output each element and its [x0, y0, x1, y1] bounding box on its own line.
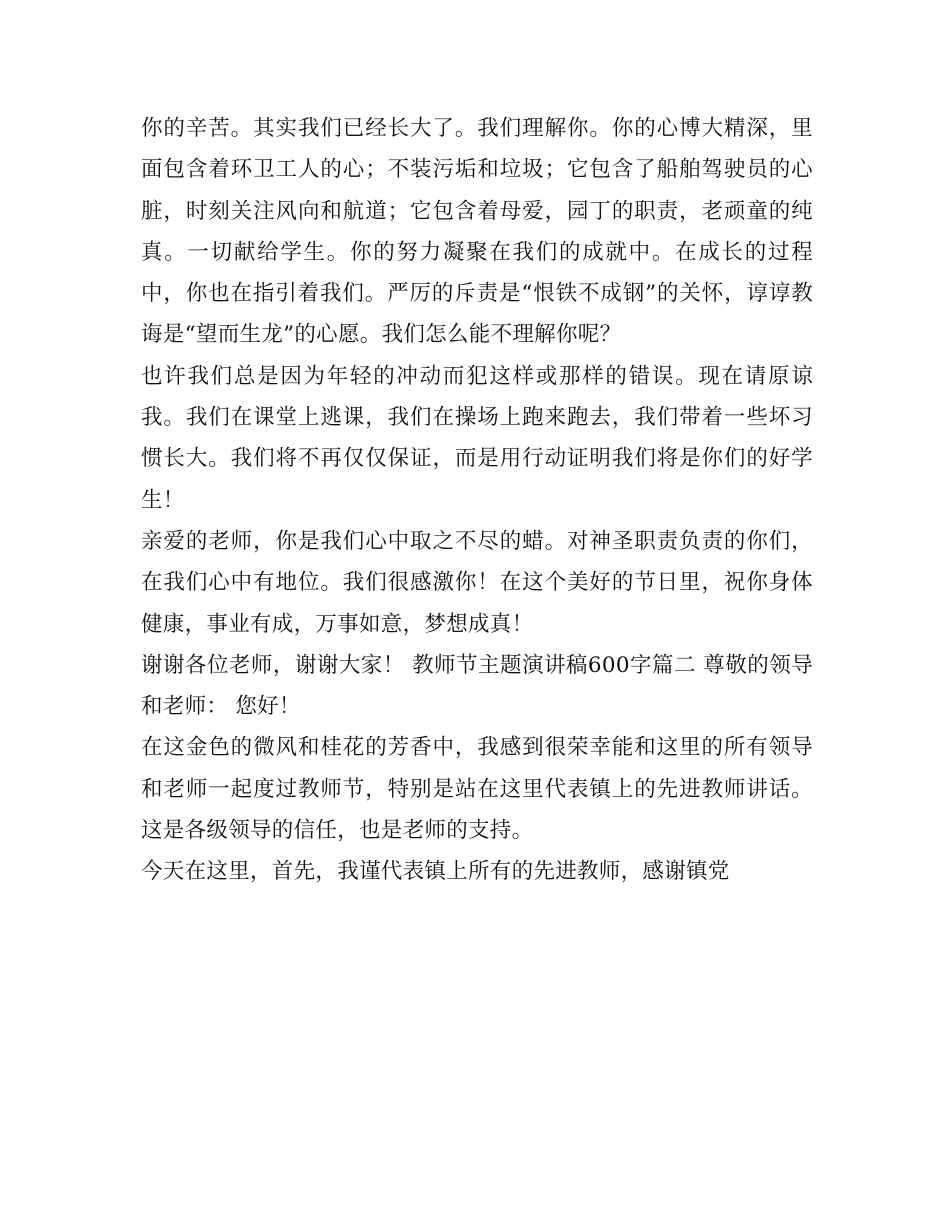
document-body	[141, 108, 813, 893]
paragraph-3: 亲爱的老师，你是我们心中取之不尽的蜡。对神圣职责负责的你们，在我们心中有地位。我们很感激你！在这个美好的节日里，祝你身体健康，事业有成，万事如意，梦想成真！	[141, 528, 813, 637]
paragraph-4: 谢谢各位老师，谢谢大家！ 教师节主题演讲稿600字篇二 尊敬的领导和老师： 您好！	[141, 652, 813, 720]
paragraph-2: 也许我们总是因为年轻的冲动而犯这样或那样的错误。现在请原谅我。我们在课堂上逃课，我们在操场上跑来跑去，我们带着一些坏习惯长大。我们将不再仅仅保证，而是用行动证明我们将是你们的好学生！	[141, 363, 813, 513]
paragraph-6: 今天在这里，首先，我谨代表镇上所有的先进教师，感谢镇党	[141, 859, 730, 885]
paragraph-1: 你的辛苦。其实我们已经长大了。我们理解你。你的心博大精深，里面包含着环卫工人的心；不装污垢和垃圾；它包含了船舶驾驶员的心脏，时刻关注风向和航道；它包含着母爱，园丁的职责，老顽童的纯真。一切献给学生。你的努力凝聚在我们的成就中。在成长的过程中，你也在指引着我们。严厉的斥责是“恨铁不成钢”的关怀，谆谆教诲是“望而生龙”的心愿。我们怎么能不理解你呢？	[141, 116, 813, 348]
paragraph-5: 在这金色的微风和桂花的芳香中，我感到很荣幸能和这里的所有领导和老师一起度过教师节，特别是站在这里代表镇上的先进教师讲话。这是各级领导的信任，也是老师的支持。	[141, 735, 813, 844]
